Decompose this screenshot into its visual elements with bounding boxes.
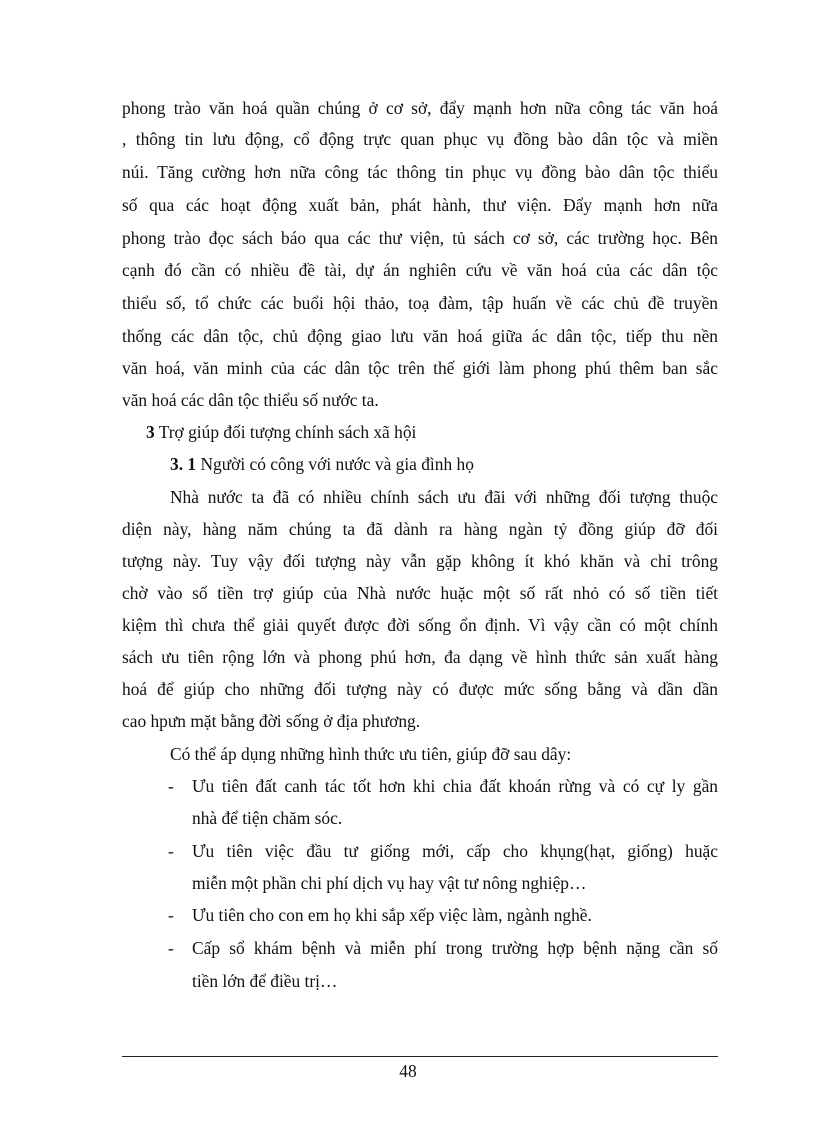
text-line: số qua các hoạt động xuất bản, phát hành, thư viện. Đẩy mạnh hơn nữa	[122, 195, 718, 215]
text-line: chờ vào số tiền trợ giúp của Nhà nước huặc một số rất nhỏ có số tiền tiết	[122, 583, 718, 603]
text-line: thiểu số, tổ chức các buổi hội thảo, toạ đàm, tập huấn về các chủ đề truyền	[122, 293, 718, 313]
dash-marker: -	[168, 905, 174, 925]
item-line: Cấp sổ khám bệnh và miễn phí trong trường hợp bệnh nặng cần số	[192, 938, 718, 958]
text-line: tượng này. Tuy vậy đối tượng này vẫn gặp không ít khó khăn và chỉ trông	[122, 551, 718, 571]
item-line: nhà để tiện chăm sóc.	[192, 808, 343, 828]
item-line: Ưu tiên cho con em họ khi sắp xếp việc làm, ngành nghề.	[192, 905, 592, 925]
text-line: văn hoá, văn minh của các dân tộc trên thế giới làm phong phú thêm ban sắc	[122, 358, 718, 378]
text-line: diện này, hàng năm chúng ta đã dành ra hàng ngàn tỷ đồng giúp đỡ đối	[122, 519, 718, 539]
text-line: phong trào đọc sách báo qua các thư viện, tủ sách cơ sở, các trường học. Bên	[122, 228, 718, 248]
dash-marker: -	[168, 938, 174, 958]
section-title: Trợ giúp đối tượng chính sách xã hội	[158, 422, 417, 442]
item-line: tiền lớn để điều trị…	[192, 971, 338, 991]
text-line: thống các dân tộc, chủ động giao lưu văn hoá giữa ác dân tộc, tiếp thu nền	[122, 326, 718, 346]
subsection-title: Người có công với nước và gia đình họ	[200, 454, 474, 474]
item-line: Ưu tiên việc đầu tư giống mới, cấp cho khụng(hạt, giống) huặc	[192, 841, 718, 861]
text-line: Nhà nước ta đã có nhiều chính sách ưu đãi với những đối tượng thuộc	[170, 487, 718, 507]
text-line: cạnh đó cần có nhiều đề tài, dự án nghiên cứu về văn hoá của các dân tộc	[122, 260, 718, 280]
item-line: Ưu tiên đất canh tác tốt hơn khi chia đất khoán rừng và có cự ly gần	[192, 776, 718, 796]
text-line: sách ưu tiên rộng lớn và phong phú hơn, đa dạng về hình thức sản xuất hàng	[122, 647, 718, 667]
footer-rule	[122, 1056, 718, 1057]
subsection-heading	[170, 453, 474, 475]
text-line: , thông tin lưu động, cổ động trực quan phục vụ đồng bào dân tộc và miền	[122, 129, 718, 149]
text-line: hoá để giúp cho những đối tượng này có được mức sống bằng và dần dần	[122, 679, 718, 699]
subsection-number: 3. 1	[170, 454, 197, 474]
text-line: cao hpưn mặt bằng đời sống ở địa phương.	[122, 711, 421, 731]
text-line: phong trào văn hoá quần chúng ở cơ sở, đẩy mạnh hơn nữa công tác văn hoá	[122, 98, 718, 118]
text-line: văn hoá các dân tộc thiểu số nước ta.	[122, 390, 379, 410]
dash-marker: -	[168, 841, 174, 861]
text-line: kiệm thì chưa thể giải quyết được đời sống ổn định. Vì vậy cần có một chính	[122, 615, 718, 635]
list-intro: Có thể áp dụng những hình thức ưu tiên, giúp đỡ sau dây:	[170, 744, 572, 764]
dash-marker: -	[168, 776, 174, 796]
item-line: miễn một phần chi phí dịch vụ hay vật tư nông nghiệp…	[192, 873, 587, 893]
text-line: núi. Tăng cường hơn nữa công tác thông tin phục vụ đồng bào dân tộc thiểu	[122, 162, 718, 182]
section-heading	[146, 421, 416, 443]
section-number: 3	[146, 422, 155, 442]
page-number: 48	[399, 1061, 417, 1081]
